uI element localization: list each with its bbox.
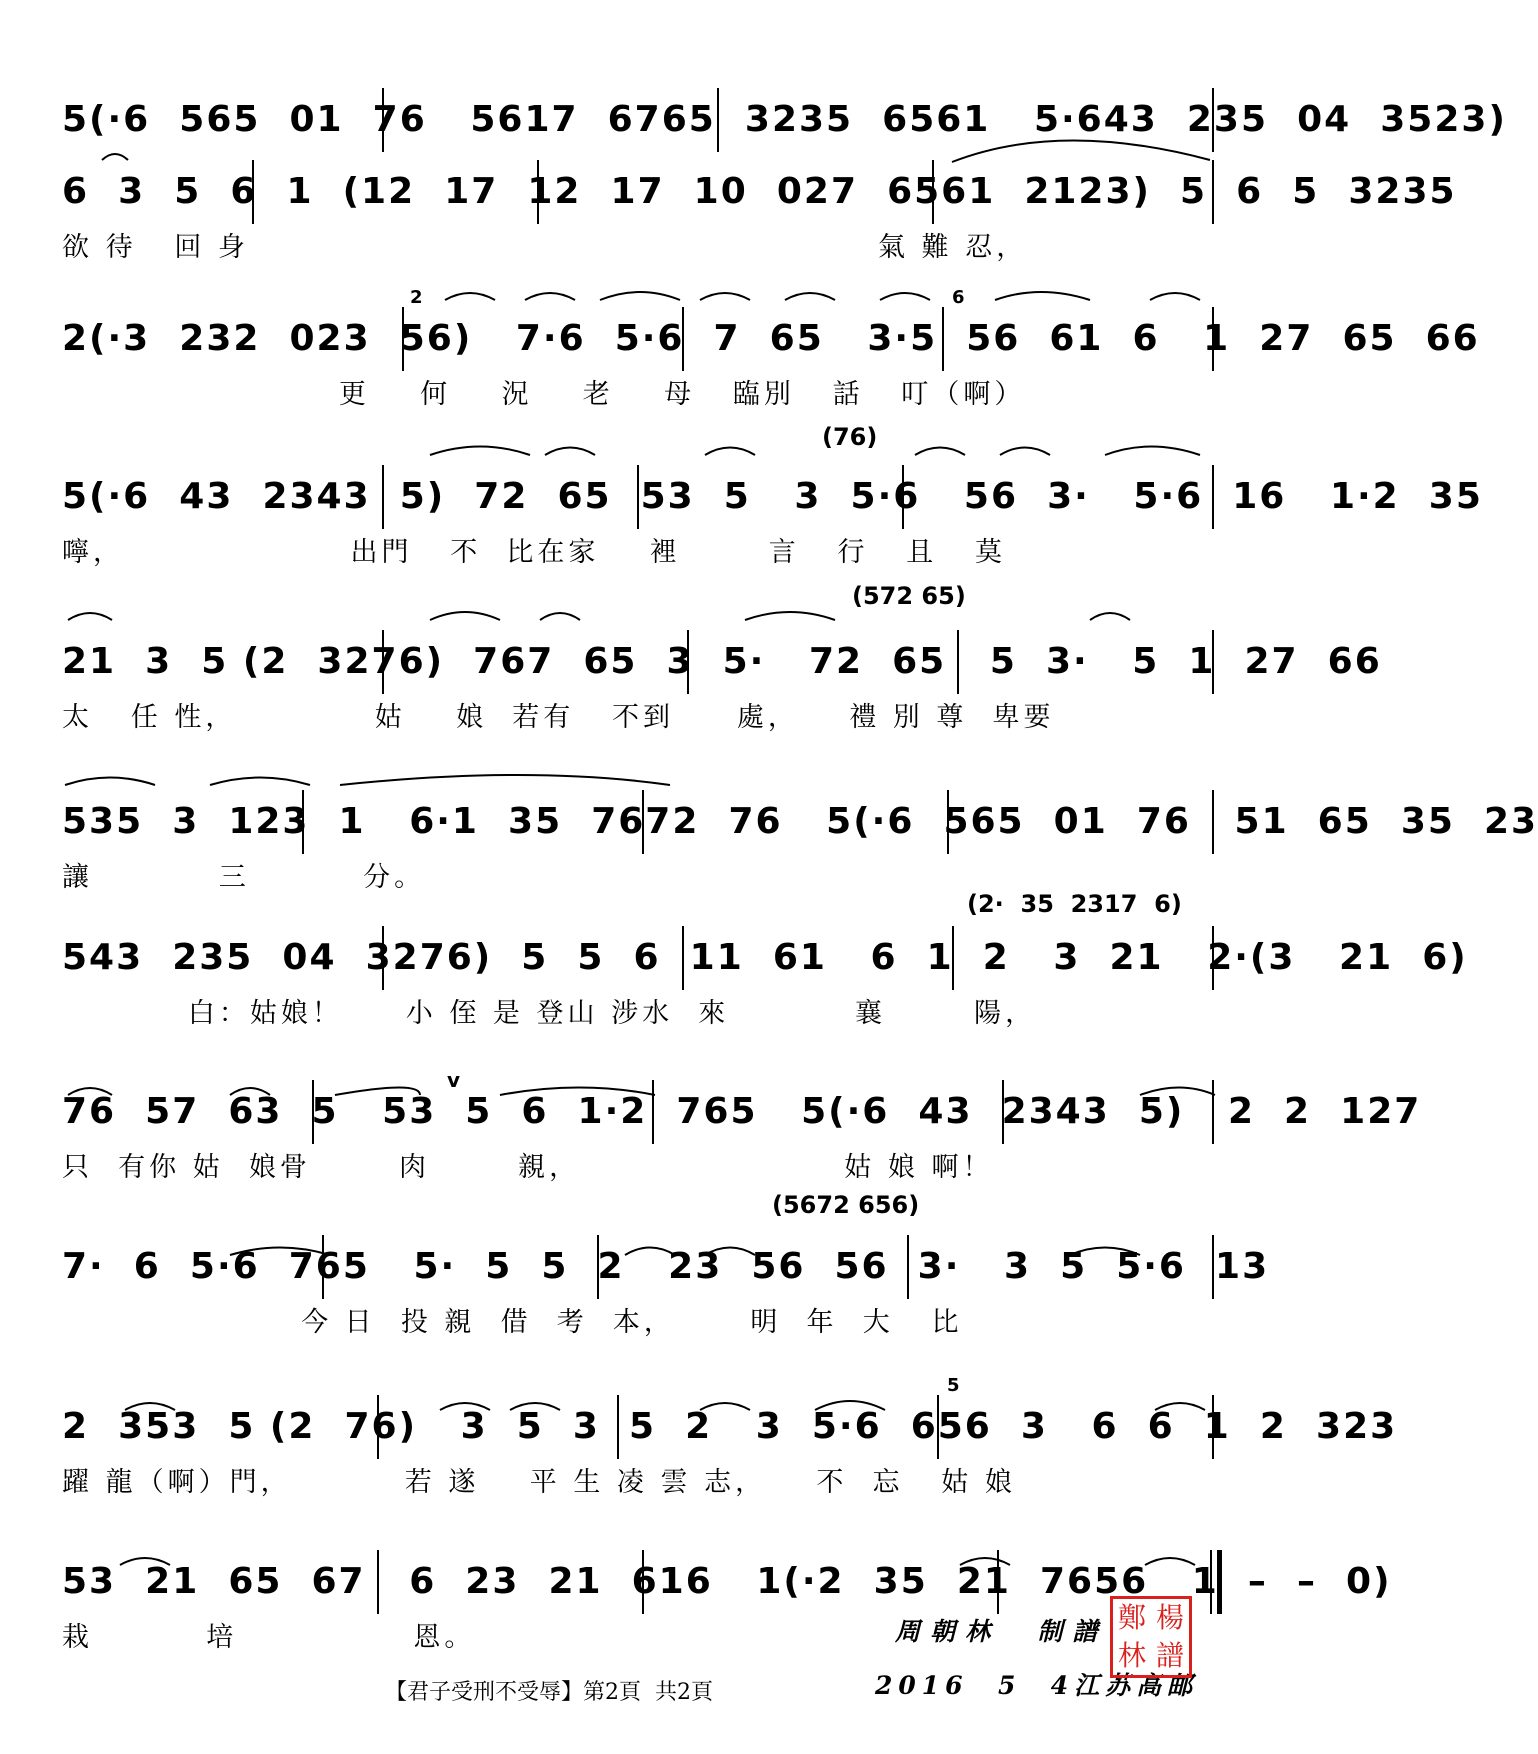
arranger-credit: 周朝林 制譜 <box>895 1617 1108 1646</box>
bar-line <box>382 88 384 152</box>
notation: 2(·3 232 023 56) 7·6 5·6 7 65 3·5 56 61 6 1 27 65 66 <box>62 318 1480 359</box>
notation: 6 3 5 6 1 (12 17 12 17 10 027 6561 2123) 5 6 5 3235 <box>62 171 1457 212</box>
grace-note-annotation: 2 <box>410 287 423 308</box>
bar-line <box>907 1235 909 1299</box>
bar-line <box>687 630 689 694</box>
bar-line <box>1212 926 1214 990</box>
bar-line <box>382 465 384 529</box>
bar-line <box>1212 465 1214 529</box>
lyrics: 只 有你 姑 娘骨 肉 親， 姑 娘 啊！ <box>62 1152 994 1183</box>
seal-char: 譜 <box>1155 1639 1184 1672</box>
lyrics: 讓 三 分。 <box>62 862 426 893</box>
seal-char: 鄭 <box>1117 1601 1146 1634</box>
red-seal-stamp <box>1110 1596 1192 1678</box>
bar-line <box>312 1080 314 1144</box>
variant-annotation: (2· 35 2317 6) <box>967 890 1182 918</box>
bar-line <box>302 790 304 854</box>
lyrics: 太 任 性， 姑 娘 若有 不到 處， 禮 別 尊 卑要 <box>62 702 1055 733</box>
bar-line <box>382 630 384 694</box>
notation: 7· 6 5·6 765 5· 5 5 2 23 56 56 3· 3 5 5·6 13 <box>62 1246 1270 1287</box>
final-bar-line <box>1210 1550 1222 1614</box>
notation: 2 353 5 (2 76) 3 5 3 5 2 3 5·6 656 3 6 6 1 2 323 <box>62 1406 1398 1447</box>
lyrics: 白：姑娘！ 小 侄 是 登山 涉水 來 襄 陽， <box>62 998 1037 1029</box>
bar-line <box>937 1395 939 1459</box>
bar-line <box>1212 160 1214 224</box>
variant-notes: 5672 656 <box>782 1191 909 1219</box>
bar-line <box>947 790 949 854</box>
page-footer-title: 【君子受刑不受辱】第2頁 共2頁 <box>385 1680 713 1705</box>
bar-line <box>932 160 934 224</box>
notation: 5(·6 565 01 76 5617 6765 3235 6561 5·643 235 04 3523) <box>62 99 1507 140</box>
bar-line <box>377 1550 379 1614</box>
variant-annotation: (572 65) <box>852 582 966 610</box>
notation: 543 235 04 3276) 5 5 6 11 61 6 1 2 3 21 2·(3 21 6) <box>62 937 1468 978</box>
bar-line <box>1002 1080 1004 1144</box>
bar-line <box>682 307 684 371</box>
bar-line <box>1212 1235 1214 1299</box>
grace-note-annotation: 6 <box>952 287 965 308</box>
bar-line <box>717 88 719 152</box>
bar-line <box>1212 307 1214 371</box>
seal-char: 林 <box>1117 1639 1146 1672</box>
variant-annotation: (5672 656) <box>772 1191 920 1219</box>
bar-line <box>642 1550 644 1614</box>
bar-line <box>382 926 384 990</box>
breath-mark: v <box>447 1068 461 1092</box>
variant-notes: 2· 35 2317 6 <box>977 890 1171 918</box>
notation: 21 3 5 (2 3276) 767 65 3 5· 72 65 5 3· 5 1 27 66 <box>62 641 1382 682</box>
bar-line <box>652 1080 654 1144</box>
bar-line <box>377 1395 379 1459</box>
variant-notes: 76 <box>832 423 867 451</box>
bar-line <box>402 307 404 371</box>
bar-line <box>617 1395 619 1459</box>
bar-line <box>942 307 944 371</box>
bar-line <box>902 465 904 529</box>
lyrics: 欲 待 回 身 氣 難 忍， <box>62 232 1028 263</box>
lyrics: 更 何 況 老 母 臨別 話 叮（啊） <box>62 379 1026 410</box>
variant-notes: 572 65 <box>862 582 955 610</box>
seal-char: 楊 <box>1155 1601 1184 1634</box>
bar-line <box>997 1550 999 1614</box>
lyrics: 嚀， 出門 不 比在家 裡 言 行 且 莫 <box>62 537 1007 568</box>
lyrics: 栽 培 恩。 <box>62 1622 476 1653</box>
variant-annotation: (76) <box>822 423 878 451</box>
bar-line <box>1212 630 1214 694</box>
bar-line <box>537 160 539 224</box>
notation: 76 57 63 5 53 5 6 1·2 765 5(·6 43 2343 5) 2 2 127 <box>62 1091 1422 1132</box>
grace-note-annotation: 5 <box>947 1375 960 1396</box>
lyrics: 今 日 投 親 借 考 本， 明 年 大 比 <box>62 1307 963 1338</box>
arrangement-date: 2016 5 4江苏高邮 <box>875 1671 1199 1700</box>
bar-line <box>1212 790 1214 854</box>
bar-line <box>642 790 644 854</box>
bar-line <box>1212 88 1214 152</box>
bar-line <box>1212 1395 1214 1459</box>
bar-line <box>252 160 254 224</box>
bar-line <box>322 1235 324 1299</box>
lyrics: 躍 龍（啊）門， 若 遂 平 生 凌 雲 志， 不 忘 姑 娘 <box>62 1467 1016 1498</box>
bar-line <box>1212 1080 1214 1144</box>
bar-line <box>597 1235 599 1299</box>
bar-line <box>952 926 954 990</box>
bar-line <box>682 926 684 990</box>
notation: 53 21 65 67 6 23 21 616 1(·2 35 21 7656 1 – – 0) <box>62 1561 1392 1602</box>
bar-line <box>957 630 959 694</box>
bar-line <box>637 465 639 529</box>
notation: 535 3 123 1 6·1 35 7672 76 5(·6 565 01 76 51 65 35 23 <box>62 801 1538 842</box>
notation: 5(·6 43 2343 5) 72 65 53 5 3 5·6 56 3· 5·6 16 1·2 35 <box>62 476 1483 517</box>
